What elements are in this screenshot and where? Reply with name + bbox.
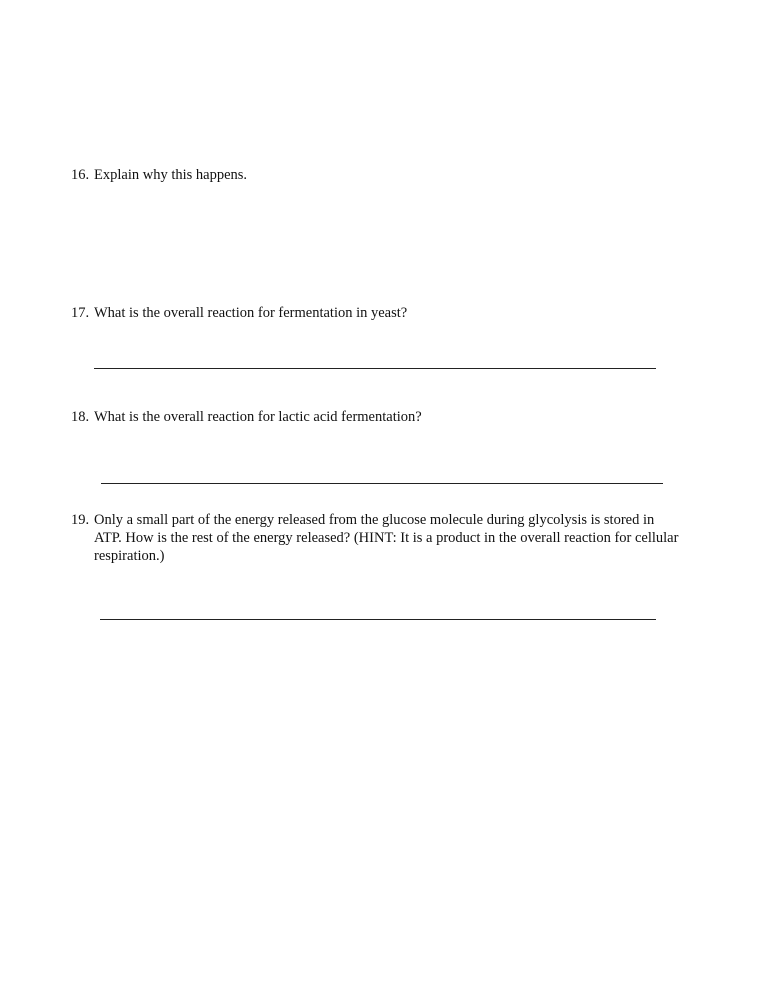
question-16 bbox=[71, 166, 691, 184]
answer-line-18[interactable] bbox=[101, 483, 663, 484]
question-17 bbox=[71, 304, 691, 322]
answer-line-17[interactable] bbox=[94, 368, 656, 369]
question-19 bbox=[71, 511, 683, 565]
question-number: 18. bbox=[71, 409, 90, 425]
question-text: What is the overall reaction for lactic acid fermentation? bbox=[94, 409, 422, 425]
question-number: 16. bbox=[71, 167, 90, 183]
question-number: 17. bbox=[71, 305, 90, 321]
question-text: What is the overall reaction for fermentation in yeast? bbox=[94, 305, 408, 321]
question-text: Explain why this happens. bbox=[94, 167, 248, 183]
question-number: 19. bbox=[71, 512, 90, 528]
question-text: Only a small part of the energy released from the glucose molecule during glycolysis is stored in ATP. How is the rest of the energy released? (HINT: It is a product in the overall reaction for cellular respiration.) bbox=[94, 512, 679, 564]
answer-line-19[interactable] bbox=[100, 619, 656, 620]
question-18 bbox=[71, 408, 691, 426]
